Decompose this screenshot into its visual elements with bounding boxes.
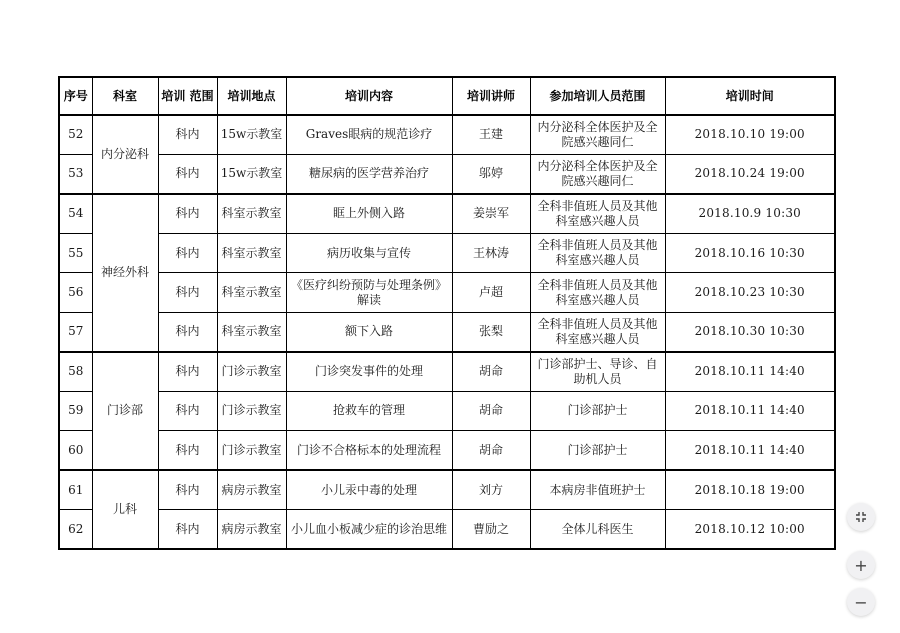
cell-time: 2018.10.11 14:40: [665, 391, 835, 430]
header-lecturer: 培训讲师: [452, 77, 530, 115]
cell-time: 2018.10.9 10:30: [665, 194, 835, 233]
cell-time: 2018.10.11 14:40: [665, 431, 835, 470]
cell-scope: 科内: [158, 510, 217, 549]
header-seq: 序号: [59, 77, 92, 115]
cell-location: 科室示教室: [217, 233, 286, 272]
cell-time: 2018.10.11 14:40: [665, 352, 835, 391]
cell-time: 2018.10.16 10:30: [665, 233, 835, 272]
table-row: [59, 154, 835, 193]
cell-lecturer: 姜崇军: [452, 194, 530, 233]
cell-scope: 科内: [158, 470, 217, 509]
cell-seq: 58: [59, 352, 92, 391]
cell-participants: 全科非值班人员及其他科室感兴趣人员: [530, 273, 665, 312]
cell-seq: 62: [59, 510, 92, 549]
cell-lecturer: 胡命: [452, 352, 530, 391]
training-schedule-table: [58, 76, 836, 550]
cell-scope: 科内: [158, 431, 217, 470]
cell-seq: 52: [59, 115, 92, 154]
header-department: 科室: [92, 77, 158, 115]
table-row: [59, 470, 835, 509]
cell-lecturer: 王林涛: [452, 233, 530, 272]
cell-content: Graves眼病的规范诊疗: [286, 115, 452, 154]
cell-participants: 内分泌科全体医护及全院感兴趣同仁: [530, 154, 665, 193]
cell-participants: 门诊部护士、导诊、自助机人员: [530, 352, 665, 391]
cell-scope: 科内: [158, 154, 217, 193]
cell-seq: 55: [59, 233, 92, 272]
table-row: [59, 391, 835, 430]
cell-scope: 科内: [158, 312, 217, 351]
cell-participants: 全体儿科医生: [530, 510, 665, 549]
cell-scope: 科内: [158, 391, 217, 430]
cell-content: 小儿汞中毒的处理: [286, 470, 452, 509]
header-time: 培训时间: [665, 77, 835, 115]
cell-department: 门诊部: [92, 352, 158, 470]
header-scope: 培训 范围: [158, 77, 217, 115]
table-row: [59, 431, 835, 470]
cell-seq: 53: [59, 154, 92, 193]
cell-content: 额下入路: [286, 312, 452, 351]
zoom-in-button[interactable]: [847, 551, 875, 579]
cell-seq: 54: [59, 194, 92, 233]
cell-seq: 57: [59, 312, 92, 351]
cell-department: 神经外科: [92, 194, 158, 352]
cell-participants: 内分泌科全体医护及全院感兴趣同仁: [530, 115, 665, 154]
table-row: [59, 312, 835, 351]
cell-location: 病房示教室: [217, 510, 286, 549]
cell-scope: 科内: [158, 115, 217, 154]
cell-time: 2018.10.18 19:00: [665, 470, 835, 509]
cell-content: 糖尿病的医学营养治疗: [286, 154, 452, 193]
cell-lecturer: 张梨: [452, 312, 530, 351]
cell-participants: 全科非值班人员及其他科室感兴趣人员: [530, 312, 665, 351]
cell-seq: 61: [59, 470, 92, 509]
zoom-out-icon: −: [854, 592, 868, 612]
cell-location: 科室示教室: [217, 312, 286, 351]
cell-location: 15w示教室: [217, 154, 286, 193]
table-row: [59, 352, 835, 391]
header-row: [59, 77, 835, 115]
table-row: [59, 194, 835, 233]
fit-page-button[interactable]: [847, 503, 875, 531]
cell-time: 2018.10.10 19:00: [665, 115, 835, 154]
cell-scope: 科内: [158, 352, 217, 391]
cell-participants: 全科非值班人员及其他科室感兴趣人员: [530, 233, 665, 272]
table-row: [59, 273, 835, 312]
cell-lecturer: 胡命: [452, 431, 530, 470]
cell-lecturer: 邬婷: [452, 154, 530, 193]
table-row: [59, 115, 835, 154]
cell-location: 门诊示教室: [217, 352, 286, 391]
cell-seq: 59: [59, 391, 92, 430]
table-body: [59, 115, 835, 549]
table-row: [59, 510, 835, 549]
header-content: 培训内容: [286, 77, 452, 115]
cell-lecturer: 王建: [452, 115, 530, 154]
cell-content: 眶上外侧入路: [286, 194, 452, 233]
cell-participants: 门诊部护士: [530, 431, 665, 470]
cell-time: 2018.10.12 10:00: [665, 510, 835, 549]
cell-seq: 56: [59, 273, 92, 312]
header-participants: 参加培训人员范围: [530, 77, 665, 115]
cell-participants: 本病房非值班护士: [530, 470, 665, 509]
cell-scope: 科内: [158, 194, 217, 233]
cell-lecturer: 卢超: [452, 273, 530, 312]
cell-location: 15w示教室: [217, 115, 286, 154]
cell-location: 病房示教室: [217, 470, 286, 509]
cell-seq: 60: [59, 431, 92, 470]
cell-location: 门诊示教室: [217, 431, 286, 470]
cell-content: 门诊不合格标本的处理流程: [286, 431, 452, 470]
fit-page-icon: [855, 511, 867, 523]
cell-scope: 科内: [158, 273, 217, 312]
cell-content: 抢救车的管理: [286, 391, 452, 430]
cell-time: 2018.10.23 10:30: [665, 273, 835, 312]
zoom-out-button[interactable]: [847, 588, 875, 616]
table-row: [59, 233, 835, 272]
header-location: 培训地点: [217, 77, 286, 115]
cell-participants: 门诊部护士: [530, 391, 665, 430]
cell-department: 内分泌科: [92, 115, 158, 194]
cell-department: 儿科: [92, 470, 158, 549]
cell-lecturer: 胡命: [452, 391, 530, 430]
cell-location: 科室示教室: [217, 194, 286, 233]
zoom-in-icon: +: [854, 555, 868, 575]
cell-lecturer: 刘方: [452, 470, 530, 509]
cell-content: 病历收集与宣传: [286, 233, 452, 272]
cell-location: 门诊示教室: [217, 391, 286, 430]
cell-time: 2018.10.24 19:00: [665, 154, 835, 193]
cell-content: 门诊突发事件的处理: [286, 352, 452, 391]
cell-scope: 科内: [158, 233, 217, 272]
cell-lecturer: 曹励之: [452, 510, 530, 549]
cell-content: 《医疗纠纷预防与处理条例》解读: [286, 273, 452, 312]
cell-location: 科室示教室: [217, 273, 286, 312]
cell-participants: 全科非值班人员及其他科室感兴趣人员: [530, 194, 665, 233]
cell-time: 2018.10.30 10:30: [665, 312, 835, 351]
cell-content: 小儿血小板减少症的诊治思维: [286, 510, 452, 549]
